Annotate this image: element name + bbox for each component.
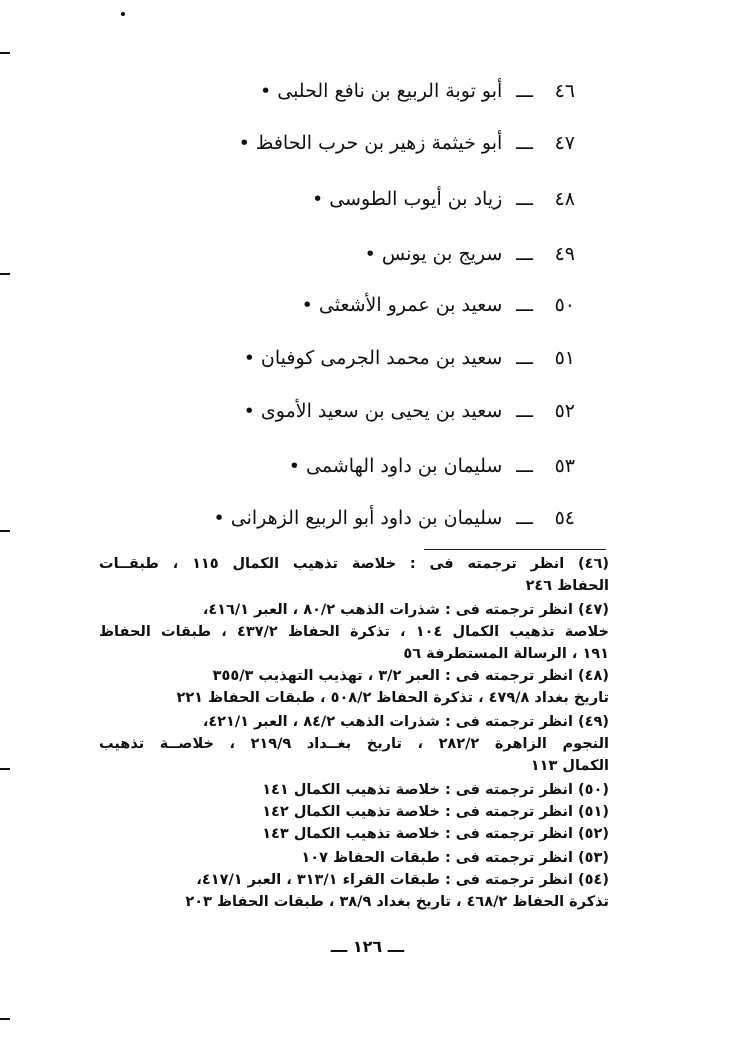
entry-53 xyxy=(289,455,575,477)
footnote-line: (٥٣) انظر ترجمته فى : طبقات الحفاظ ١٠٧ xyxy=(301,850,609,866)
scan-edge-mark xyxy=(0,52,10,54)
entry-dash: ـــ xyxy=(516,132,533,154)
entry-52 xyxy=(244,400,575,422)
entry-text: سعيد بن محمد الجرمى كوفيان • xyxy=(243,347,503,369)
footnote-line: (٤٩) انظر ترجمته فى : شذرات الذهب ٨٤/٢ ، العبر ٤٢١/١، xyxy=(202,714,609,730)
entry-text: أبو خيثمة زهير بن حرب الحافظ • xyxy=(238,132,503,154)
entry-46 xyxy=(260,80,575,102)
footnote-line: (٥٠) انظر ترجمته فى : خلاصة تذهيب الكمال ١٤١ xyxy=(262,782,609,798)
entry-number: ٤٧ xyxy=(554,132,575,154)
entry-dash: ـــ xyxy=(516,455,533,477)
footnote-line: (٥٢) انظر ترجمته فى : خلاصة تذهيب الكمال ١٤٣ xyxy=(262,826,609,842)
footnote-line: (٥١) انظر ترجمته فى : خلاصة تذهيب الكمال ١٤٢ xyxy=(262,804,609,820)
footnote-line: ١٩١ ، الرسالة المستطرفة ٥٦ xyxy=(403,646,609,662)
entry-dash: ـــ xyxy=(516,507,533,529)
entry-text: سعيد بن عمرو الأشعثى • xyxy=(301,294,503,316)
scan-edge-mark xyxy=(0,1018,10,1020)
entry-text: أبو توبة الربيع بن نافع الحلبى • xyxy=(259,80,503,102)
entry-text: سريج بن يونس • xyxy=(364,243,503,265)
entry-47 xyxy=(239,132,575,154)
entry-dash: ـــ xyxy=(516,243,533,265)
entry-number: ٤٩ xyxy=(554,243,575,265)
footnote-line: الحفاظ ٢٤٦ xyxy=(525,578,609,594)
entry-dash: ـــ xyxy=(516,347,533,369)
footnote-line: الكمال ١١٣ xyxy=(530,758,609,774)
footnote-line: (٥٤) انظر ترجمته فى : طبقات القراء ٣١٣/١ ، العبر ٤١٧/١، xyxy=(196,872,609,888)
entry-number: ٥٢ xyxy=(554,400,575,422)
scan-dot xyxy=(121,12,125,16)
scan-edge-mark xyxy=(0,768,10,770)
entry-dash: ـــ xyxy=(516,188,533,210)
entry-number: ٤٦ xyxy=(554,80,575,102)
entry-number: ٥٠ xyxy=(554,294,575,316)
entry-51 xyxy=(244,347,575,369)
entry-50 xyxy=(302,294,575,316)
entry-54 xyxy=(214,507,575,529)
entry-dash: ـــ xyxy=(516,294,533,316)
entry-text: زياد بن أيوب الطوسى • xyxy=(311,188,503,210)
page-number: ـــ ١٢٦ ـــ xyxy=(330,937,405,956)
footnote-line: تاريخ بغداد ٤٧٩/٨ ، تذكرة الحفاظ ٥٠٨/٢ ، طبقات الحفاظ ٢٢١ xyxy=(176,690,609,706)
footnote-line: خلاصة تذهيب الكمال ١٠٤ ، تذكرة الحفاظ ٤٣٧/٢ ، طبقات الحفاظ xyxy=(99,624,609,640)
footnote-separator xyxy=(424,549,606,550)
footnote-line: (٤٨) انظر ترجمته فى : العبر ٣/٢ ، تهذيب التهذيب ٣٥٥/٣ xyxy=(212,668,609,684)
entry-dash: ـــ xyxy=(516,80,533,102)
entry-number: ٥٤ xyxy=(554,507,575,529)
scan-edge-mark xyxy=(0,530,10,532)
entry-49 xyxy=(365,243,575,265)
scan-edge-mark xyxy=(0,273,10,275)
footnote-line: تذكرة الحفاظ ٤٦٨/٢ ، تاريخ بغداد ٣٨/٩ ، طبقات الحفاظ ٢٠٣ xyxy=(185,894,609,910)
entry-text: سليمان بن داود أبو الربيع الزهرانى • xyxy=(213,507,503,529)
entry-number: ٥٣ xyxy=(554,455,575,477)
entry-text: سليمان بن داود الهاشمى • xyxy=(288,455,503,477)
footnote-line: النجوم الزاهرة ٢٨٢/٢ ، تاريخ بغــداد ٢١٩/٩ ، خلاصــة تذهيب xyxy=(99,736,609,752)
entry-48 xyxy=(312,188,575,210)
entry-text: سعيد بن يحيى بن سعيد الأموى • xyxy=(243,400,503,422)
footnote-line: (٤٦) انظر ترجمته فى : خلاصة تذهيب الكمال ١١٥ ، طبقــات xyxy=(99,556,609,572)
entry-dash: ـــ xyxy=(516,400,533,422)
footnote-line: (٤٧) انظر ترجمته فى : شذرات الذهب ٨٠/٢ ، العبر ٤١٦/١، xyxy=(202,602,609,618)
entry-number: ٥١ xyxy=(554,347,575,369)
entry-number: ٤٨ xyxy=(554,188,575,210)
